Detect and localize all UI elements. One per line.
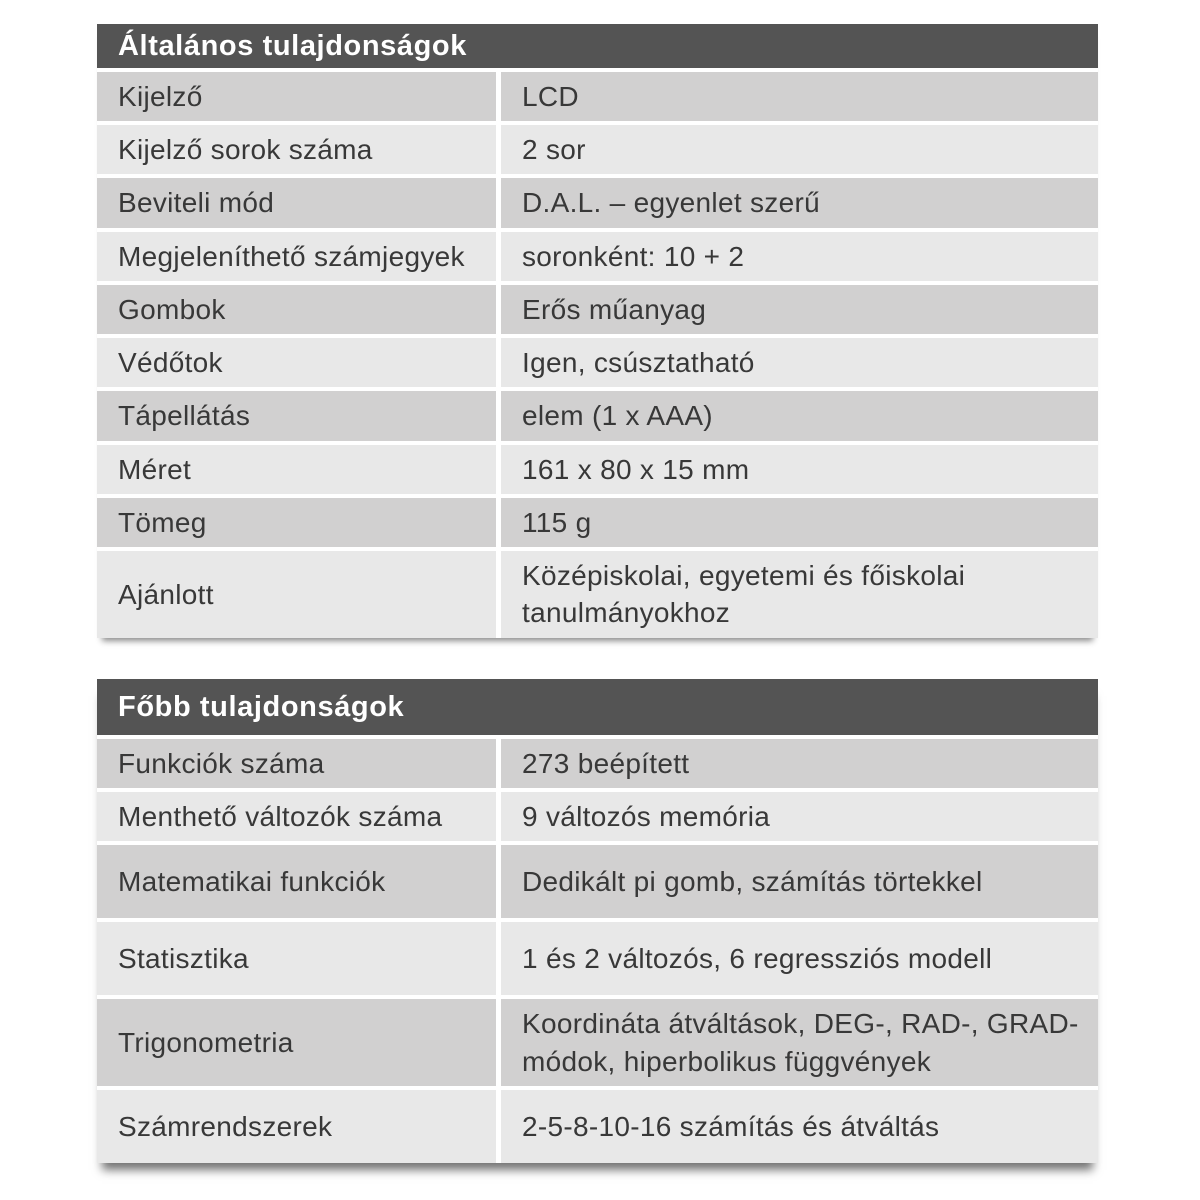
spec-label: Matematikai funkciók [97, 845, 496, 918]
table-row [97, 999, 1098, 1085]
table-row [97, 72, 1098, 121]
spec-label: Statisztika [97, 922, 496, 995]
table-row [97, 551, 1098, 637]
spec-value: Koordináta átváltások, DEG-, RAD-, GRAD-módok, hiperbolikus függvények [501, 999, 1098, 1085]
table-row [97, 445, 1098, 494]
table-row [97, 285, 1098, 334]
spec-label: Védőtok [97, 338, 496, 387]
spec-value: D.A.L. – egyenlet szerű [501, 178, 1098, 227]
spec-label: Ajánlott [97, 551, 496, 637]
table-row [97, 338, 1098, 387]
table-row [97, 391, 1098, 440]
table-row [97, 1090, 1098, 1163]
main-properties-table [97, 679, 1098, 1163]
spec-value: 115 g [501, 498, 1098, 547]
spec-label: Gombok [97, 285, 496, 334]
table-row [97, 739, 1098, 788]
table-row [97, 498, 1098, 547]
table-row [97, 792, 1098, 841]
spec-value: LCD [501, 72, 1098, 121]
table-body [97, 72, 1098, 638]
spec-label: Funkciók száma [97, 739, 496, 788]
spec-value: 161 x 80 x 15 mm [501, 445, 1098, 494]
spec-value: Dedikált pi gomb, számítás törtekkel [501, 845, 1098, 918]
table-row [97, 125, 1098, 174]
spec-value: 273 beépített [501, 739, 1098, 788]
table-title: Főbb tulajdonságok [97, 679, 1098, 735]
spec-label: Trigonometria [97, 999, 496, 1085]
spec-label: Tápellátás [97, 391, 496, 440]
spec-value: Erős műanyag [501, 285, 1098, 334]
spec-value: Igen, csúsztatható [501, 338, 1098, 387]
spec-value: 1 és 2 változós, 6 regressziós modell [501, 922, 1098, 995]
table-row [97, 232, 1098, 281]
spec-value: 2-5-8-10-16 számítás és átváltás [501, 1090, 1098, 1163]
table-row [97, 845, 1098, 918]
table-body [97, 739, 1098, 1163]
spec-value: 9 változós memória [501, 792, 1098, 841]
table-row [97, 178, 1098, 227]
spec-value: 2 sor [501, 125, 1098, 174]
table-title: Általános tulajdonságok [97, 24, 1098, 68]
spec-value: soronként: 10 + 2 [501, 232, 1098, 281]
spec-label: Méret [97, 445, 496, 494]
spec-label: Beviteli mód [97, 178, 496, 227]
spec-label: Kijelző [97, 72, 496, 121]
spec-label: Megjeleníthető számjegyek [97, 232, 496, 281]
spec-label: Számrendszerek [97, 1090, 496, 1163]
spec-label: Tömeg [97, 498, 496, 547]
spec-value: elem (1 x AAA) [501, 391, 1098, 440]
table-row [97, 922, 1098, 995]
spec-label: Kijelző sorok száma [97, 125, 496, 174]
spec-label: Menthető változók száma [97, 792, 496, 841]
spec-value: Középiskolai, egyetemi és főiskolai tanulmányokhoz [501, 551, 1098, 637]
general-properties-table [97, 24, 1098, 638]
